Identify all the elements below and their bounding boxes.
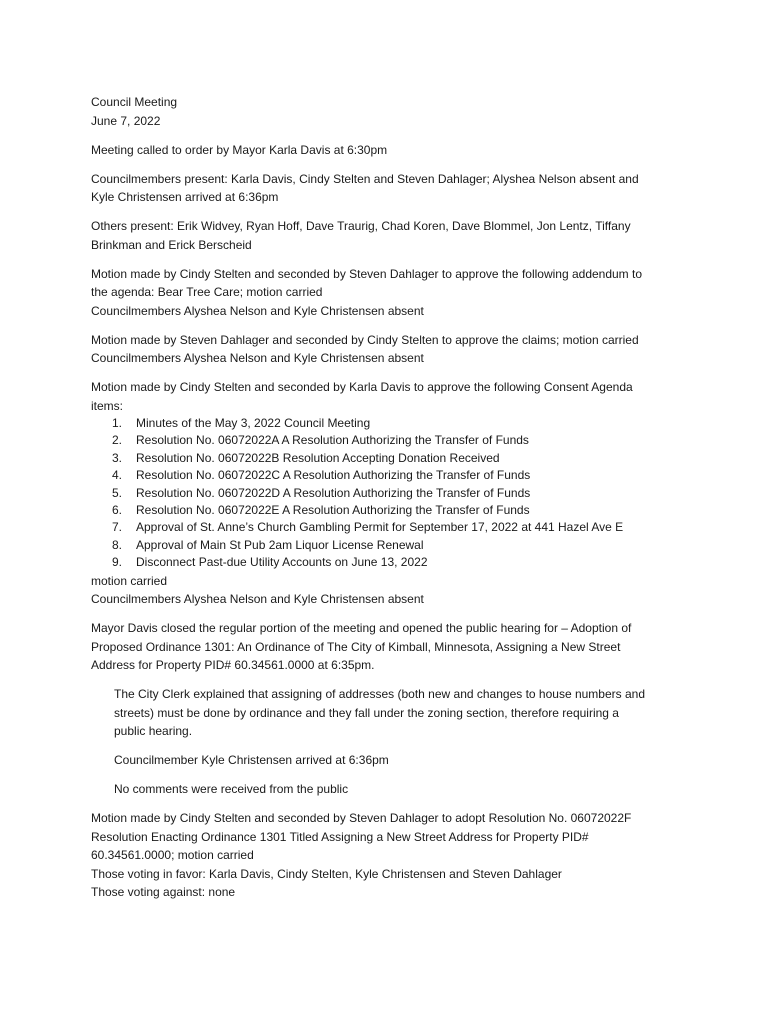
list-item (91, 554, 691, 571)
motion-consent-absent: Councilmembers Alyshea Nelson and Kyle Christensen absent (91, 592, 424, 607)
list-item-number: 8. (112, 537, 123, 552)
votes-in-favor: Those voting in favor: Karla Davis, Cindy Stelten, Kyle Christensen and Steven Dahlager (91, 866, 562, 881)
motion-consent-line-2: items: (91, 398, 124, 413)
minutes-body (91, 93, 691, 912)
hearing-line-2: Proposed Ordinance 1301: An Ordinance of The City of Kimball, Minnesota, Assigning a New Street (91, 639, 621, 654)
list-item-number: 1. (112, 416, 123, 430)
list-item (91, 450, 691, 467)
list-item-text: Resolution No. 06072022E A Resolution Authorizing the Transfer of Funds (136, 503, 530, 518)
call-to-order (91, 141, 691, 160)
present-line-2: Kyle Christensen arrived at 6:36pm (91, 190, 279, 204)
motion-addendum (91, 265, 691, 321)
minutes-header (91, 93, 691, 130)
list-item-number: 3. (112, 450, 123, 465)
list-item-text: Resolution No. 06072022C A Resolution Authorizing the Transfer of Funds (136, 468, 531, 483)
clerk-line-1: The City Clerk explained that assigning of addresses (both new and changes to house numbers and (114, 687, 645, 702)
clerk-line-3: public hearing. (114, 724, 193, 739)
call-to-order-text: Meeting called to order by Mayor Karla Davis at 6:30pm (91, 142, 388, 157)
motion-resolution-line-3: 60.34561.0000; motion carried (91, 848, 254, 863)
councilmember-arrival (91, 751, 691, 770)
councilmembers-present (91, 170, 691, 207)
public-hearing-opening (91, 619, 691, 675)
others-present (91, 217, 691, 254)
arrival-text: Councilmember Kyle Christensen arrived at 6:36pm (114, 753, 389, 768)
list-item (91, 432, 691, 449)
list-item (91, 485, 691, 502)
list-item-text: Resolution No. 06072022A A Resolution Authorizing the Transfer of Funds (136, 433, 529, 448)
clerk-line-2: streets) must be done by ordinance and they fall under the zoning section, therefore requiring a (114, 705, 619, 720)
motion-resolution-line-1: Motion made by Cindy Stelten and seconded by Steven Dahlager to adopt Resolution No. 06072022F (91, 811, 632, 826)
motion-resolution-line-2: Resolution Enacting Ordinance 1301 Titled Assigning a New Street Address for Property PID# (91, 829, 589, 844)
present-line-1: Councilmembers present: Karla Davis, Cindy Stelten and Steven Dahlager; Alyshea Nelson absent and (91, 171, 639, 186)
list-item-text: Minutes of the May 3, 2022 Council Meeting (136, 416, 371, 430)
list-item-number: 4. (112, 468, 123, 483)
motion-claims (91, 331, 691, 368)
list-item-number: 7. (112, 520, 123, 535)
list-item (91, 519, 691, 536)
list-item-text: Resolution No. 06072022B Resolution Accepting Donation Received (136, 450, 500, 465)
list-item-text: Approval of Main St Pub 2am Liquor License Renewal (136, 537, 424, 552)
list-item-number: 2. (112, 433, 123, 448)
list-item-text: Disconnect Past-due Utility Accounts on June 13, 2022 (136, 555, 428, 570)
motion-claims-line-2: Councilmembers Alyshea Nelson and Kyle Christensen absent (91, 351, 424, 365)
motion-consent-agenda (91, 378, 691, 609)
hearing-line-3: Address for Property PID# 60.34561.0000 at 6:35pm. (91, 658, 375, 673)
list-item (91, 537, 691, 554)
consent-agenda-list (91, 415, 691, 572)
list-item-text: Resolution No. 06072022D A Resolution Authorizing the Transfer of Funds (136, 485, 531, 500)
meeting-title: Council Meeting (91, 95, 178, 109)
clerk-explanation (91, 685, 691, 741)
list-item (91, 502, 691, 519)
meeting-date: June 7, 2022 (91, 113, 161, 128)
motion-consent-line-1: Motion made by Cindy Stelten and seconded by Karla Davis to approve the following Consent Agenda (91, 380, 633, 394)
motion-resolution (91, 809, 691, 902)
others-line-2: Brinkman and Erick Berscheid (91, 237, 252, 252)
motion-addendum-line-1: Motion made by Cindy Stelten and seconded by Steven Dahlager to approve the following addendum to (91, 266, 643, 281)
others-line-1: Others present: Erik Widvey, Ryan Hoff, Dave Traurig, Chad Koren, Dave Blommel, Jon Lentz, Tiffany (91, 219, 631, 233)
no-comments-text: No comments were received from the public (114, 782, 349, 797)
list-item-text: Approval of St. Anne’s Church Gambling Permit for September 17, 2022 at 441 Hazel Ave E (136, 520, 624, 535)
list-item-number: 6. (112, 503, 123, 518)
list-item (91, 467, 691, 484)
motion-addendum-line-3: Councilmembers Alyshea Nelson and Kyle Christensen absent (91, 303, 424, 318)
hearing-line-1: Mayor Davis closed the regular portion of the meeting and opened the public hearing for – Adoption of (91, 621, 632, 636)
motion-addendum-line-2: the agenda: Bear Tree Care; motion carried (91, 285, 323, 299)
list-item-number: 9. (112, 555, 123, 570)
votes-against: Those voting against: none (91, 885, 236, 900)
list-item (91, 415, 691, 432)
motion-consent-result: motion carried (91, 573, 168, 588)
public-comments (91, 780, 691, 799)
motion-claims-line-1: Motion made by Steven Dahlager and seconded by Cindy Stelten to approve the claims; motion carried (91, 332, 639, 347)
list-item-number: 5. (112, 485, 123, 500)
